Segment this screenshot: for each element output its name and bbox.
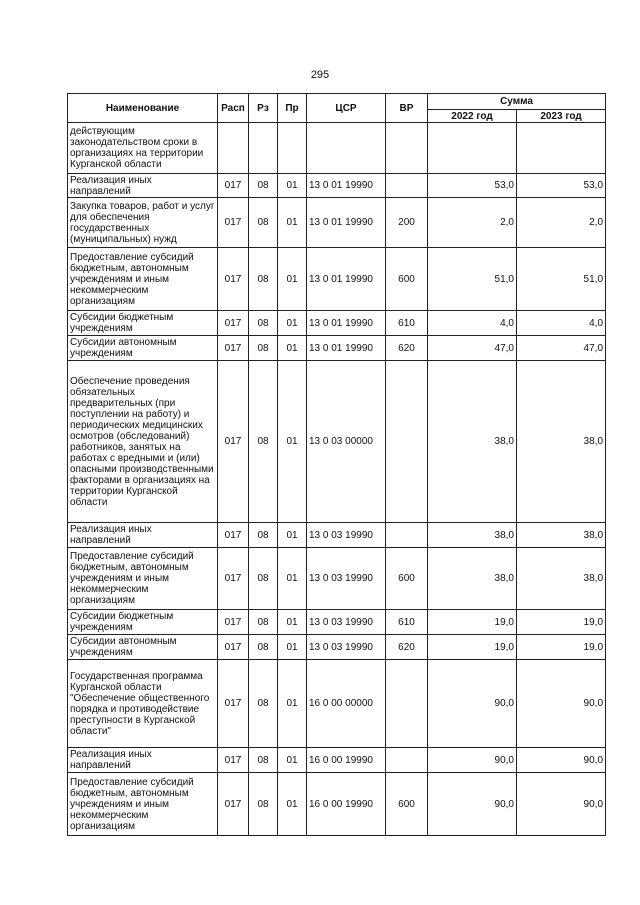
row-sum-2023: 51,0: [517, 248, 606, 311]
row-sum-2023: 53,0: [517, 174, 606, 198]
row-sum-2023: 19,0: [517, 610, 606, 635]
row-sum-2022: 19,0: [428, 610, 517, 635]
row-sum-2023: [517, 123, 606, 174]
row-name: Предоставление субсидий бюджетным, автономным учреждениям и иным некоммерческим организациям: [68, 548, 218, 610]
table-row: [68, 123, 606, 174]
row-vr: 600: [386, 773, 428, 836]
row-name: Обеспечение проведения обязательных предварительных (при поступлении на работу) и периодических медицинских осмотров (обследований) работников, занятых на работах с вредными и (или) опасными производственными факторами в организациях на территории Курганской области: [68, 361, 218, 523]
row-sum-2023: 47,0: [517, 336, 606, 361]
row-rz: 08: [249, 635, 278, 660]
row-sum-2023: 90,0: [517, 660, 606, 748]
row-csr: 13 0 03 19990: [307, 610, 386, 635]
table-row: [68, 748, 606, 773]
row-rasp: 017: [218, 773, 249, 836]
row-vr: 200: [386, 198, 428, 248]
row-sum-2022: 90,0: [428, 748, 517, 773]
row-sum-2022: 90,0: [428, 773, 517, 836]
row-rz: 08: [249, 336, 278, 361]
row-name: Субсидии бюджетным учреждениям: [68, 311, 218, 336]
row-rz: 08: [249, 311, 278, 336]
row-name: действующим законодательством сроки в организациях на территории Курганской области: [68, 123, 218, 174]
header-rz: Рз: [249, 94, 278, 123]
row-sum-2022: 4,0: [428, 311, 517, 336]
row-pr: 01: [278, 523, 307, 548]
row-rz: 08: [249, 548, 278, 610]
row-sum-2023: 4,0: [517, 311, 606, 336]
row-csr: 16 0 00 19990: [307, 773, 386, 836]
row-rasp: 017: [218, 548, 249, 610]
table-row: [68, 548, 606, 610]
row-pr: 01: [278, 361, 307, 523]
table-row: [68, 610, 606, 635]
row-name: Субсидии бюджетным учреждениям: [68, 610, 218, 635]
row-rasp: 017: [218, 248, 249, 311]
table-row: [68, 773, 606, 836]
header-year-2023: 2023 год: [517, 110, 606, 123]
row-vr: [386, 748, 428, 773]
row-vr: [386, 523, 428, 548]
row-name: Реализация иных направлений: [68, 523, 218, 548]
row-name: Реализация иных направлений: [68, 748, 218, 773]
header-sum: Сумма: [428, 94, 606, 110]
row-rasp: 017: [218, 748, 249, 773]
row-sum-2022: 51,0: [428, 248, 517, 311]
row-vr: 620: [386, 635, 428, 660]
row-sum-2022: 53,0: [428, 174, 517, 198]
row-sum-2023: 38,0: [517, 523, 606, 548]
row-vr: 610: [386, 610, 428, 635]
row-rz: 08: [249, 523, 278, 548]
row-vr: 600: [386, 548, 428, 610]
row-rz: 08: [249, 361, 278, 523]
row-rasp: 017: [218, 523, 249, 548]
row-rasp: 017: [218, 336, 249, 361]
row-pr: 01: [278, 248, 307, 311]
row-vr: [386, 361, 428, 523]
row-rz: 08: [249, 248, 278, 311]
row-csr: 13 0 01 19990: [307, 174, 386, 198]
row-rz: 08: [249, 610, 278, 635]
row-sum-2022: 19,0: [428, 635, 517, 660]
table-row: [68, 361, 606, 523]
row-csr: 13 0 01 19990: [307, 248, 386, 311]
table-row: [68, 198, 606, 248]
row-rasp: 017: [218, 198, 249, 248]
row-name: Реализация иных направлений: [68, 174, 218, 198]
row-vr: [386, 174, 428, 198]
budget-table: [67, 93, 606, 836]
row-name: Предоставление субсидий бюджетным, автономным учреждениям и иным некоммерческим организациям: [68, 773, 218, 836]
row-rasp: 017: [218, 610, 249, 635]
row-pr: 01: [278, 174, 307, 198]
row-rasp: 017: [218, 361, 249, 523]
row-rz: 08: [249, 660, 278, 748]
table-row: [68, 336, 606, 361]
row-name: Государственная программа Курганской области "Обеспечение общественного порядка и противодействие преступности в Курганской области": [68, 660, 218, 748]
row-csr: 16 0 00 19990: [307, 748, 386, 773]
row-csr: 13 0 03 19990: [307, 523, 386, 548]
row-sum-2022: 2,0: [428, 198, 517, 248]
row-name: Субсидии автономным учреждениям: [68, 635, 218, 660]
row-pr: 01: [278, 748, 307, 773]
row-vr: [386, 660, 428, 748]
row-name: Субсидии автономным учреждениям: [68, 336, 218, 361]
row-pr: 01: [278, 336, 307, 361]
header-pr: Пр: [278, 94, 307, 123]
row-pr: 01: [278, 548, 307, 610]
row-pr: 01: [278, 610, 307, 635]
table-row: [68, 523, 606, 548]
row-sum-2022: 38,0: [428, 523, 517, 548]
row-pr: 01: [278, 198, 307, 248]
row-rz: 08: [249, 773, 278, 836]
row-rasp: 017: [218, 311, 249, 336]
row-name: Предоставление субсидий бюджетным, автономным учреждениям и иным некоммерческим организациям: [68, 248, 218, 311]
table-row: [68, 635, 606, 660]
row-pr: [278, 123, 307, 174]
row-csr: 13 0 03 00000: [307, 361, 386, 523]
row-sum-2023: 38,0: [517, 361, 606, 523]
row-name: Закупка товаров, работ и услуг для обеспечения государственных (муниципальных) нужд: [68, 198, 218, 248]
row-csr: 13 0 01 19990: [307, 198, 386, 248]
row-csr: 13 0 01 19990: [307, 311, 386, 336]
table-row: [68, 311, 606, 336]
row-sum-2022: 90,0: [428, 660, 517, 748]
row-csr: 16 0 00 00000: [307, 660, 386, 748]
row-sum-2022: 47,0: [428, 336, 517, 361]
row-rz: 08: [249, 198, 278, 248]
row-sum-2023: 2,0: [517, 198, 606, 248]
row-vr: 620: [386, 336, 428, 361]
table-row: [68, 174, 606, 198]
header-year-2022: 2022 год: [428, 110, 517, 123]
row-sum-2023: 90,0: [517, 773, 606, 836]
row-sum-2023: 38,0: [517, 548, 606, 610]
row-pr: 01: [278, 773, 307, 836]
row-csr: 13 0 03 19990: [307, 635, 386, 660]
table-row: [68, 660, 606, 748]
header-vr: ВР: [386, 94, 428, 123]
row-rasp: 017: [218, 660, 249, 748]
row-sum-2022: 38,0: [428, 361, 517, 523]
header-rasp: Расп: [218, 94, 249, 123]
row-rz: 08: [249, 748, 278, 773]
row-sum-2022: [428, 123, 517, 174]
header-name: Наименование: [68, 94, 218, 123]
row-pr: 01: [278, 660, 307, 748]
table-row: [68, 248, 606, 311]
page-number: 295: [310, 69, 330, 81]
row-csr: 13 0 01 19990: [307, 336, 386, 361]
row-rasp: [218, 123, 249, 174]
row-vr: 610: [386, 311, 428, 336]
row-csr: 13 0 03 19990: [307, 548, 386, 610]
row-rasp: 017: [218, 174, 249, 198]
row-pr: 01: [278, 311, 307, 336]
row-pr: 01: [278, 635, 307, 660]
row-csr: [307, 123, 386, 174]
row-rz: 08: [249, 174, 278, 198]
row-rasp: 017: [218, 635, 249, 660]
row-rz: [249, 123, 278, 174]
row-sum-2023: 19,0: [517, 635, 606, 660]
header-csr: ЦСР: [307, 94, 386, 123]
row-vr: [386, 123, 428, 174]
row-sum-2022: 38,0: [428, 548, 517, 610]
row-sum-2023: 90,0: [517, 748, 606, 773]
row-vr: 600: [386, 248, 428, 311]
